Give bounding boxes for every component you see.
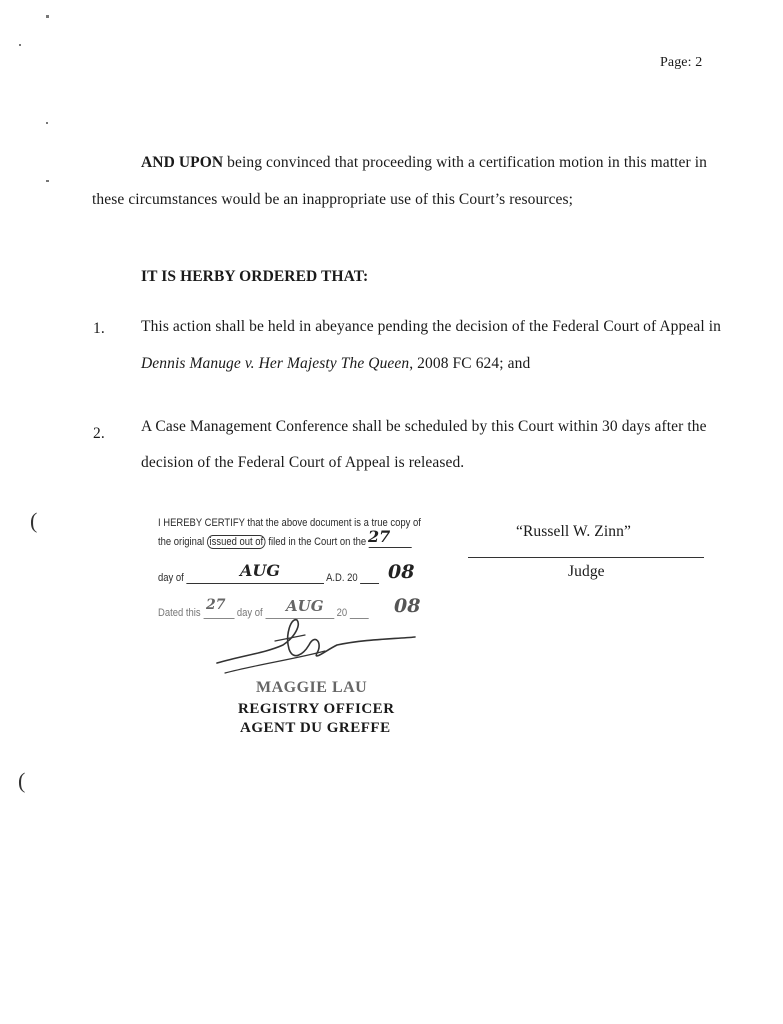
recital-text: being convinced that proceeding with a certification motion in this matter in: [223, 154, 708, 171]
stamp-circled-option: issued out of: [207, 535, 266, 549]
item-1-number: 1.: [93, 320, 105, 337]
recital-lead: AND UPON: [141, 154, 224, 171]
page-number: Page: 2: [660, 55, 703, 70]
item-2-line-2: decision of the Federal Court of Appeal is released.: [141, 454, 465, 471]
registry-officer-signature: [205, 615, 420, 685]
stamp-line-1: I HEREBY CERTIFY that the above document is a true copy of: [158, 517, 421, 529]
officer-title-fr: AGENT DU GREFFE: [240, 720, 391, 736]
stamp-line-2: the original issued out of filed in the Court on the: [158, 535, 412, 548]
handwritten-day: 27: [368, 527, 391, 546]
judge-signature-name: “Russell W. Zinn”: [516, 523, 631, 540]
handwritten-month: AUG: [240, 561, 281, 580]
order-heading: IT IS HERBY ORDERED THAT:: [141, 268, 369, 285]
margin-mark-1: (: [30, 508, 38, 533]
case-citation: , 2008 FC 624; and: [409, 355, 531, 372]
item-1-line-2: [141, 355, 530, 373]
handwritten-dated-month: AUG: [286, 597, 324, 615]
handwritten-dated-day: 27: [206, 597, 226, 613]
item-2-line-1: A Case Management Conference shall be scheduled by this Court within 30 days after the: [141, 418, 707, 435]
item-2-number: 2.: [93, 425, 105, 442]
case-name: Dennis Manuge v. Her Majesty The Queen: [141, 355, 410, 372]
margin-mark-2: (: [18, 768, 26, 793]
item-1-line-1: This action shall be held in abeyance pending the decision of the Federal Court of Appeal in: [141, 318, 721, 335]
recital-line-1: [141, 154, 707, 172]
stamp-line-3: day of A.D. 20: [158, 571, 379, 584]
officer-title-en: REGISTRY OFFICER: [238, 701, 395, 717]
recital-line-2: these circumstances would be an inappropriate use of this Court’s resources;: [92, 191, 574, 208]
handwritten-year: 08: [388, 561, 415, 583]
handwritten-dated-year: 08: [394, 595, 421, 617]
officer-name: MAGGIE LAU: [256, 679, 368, 696]
judge-title: Judge: [568, 563, 605, 580]
stamp-dated-line: Dated this day of 20: [158, 606, 369, 619]
certification-stamp: [158, 515, 458, 630]
judge-signature-line: [468, 557, 704, 558]
